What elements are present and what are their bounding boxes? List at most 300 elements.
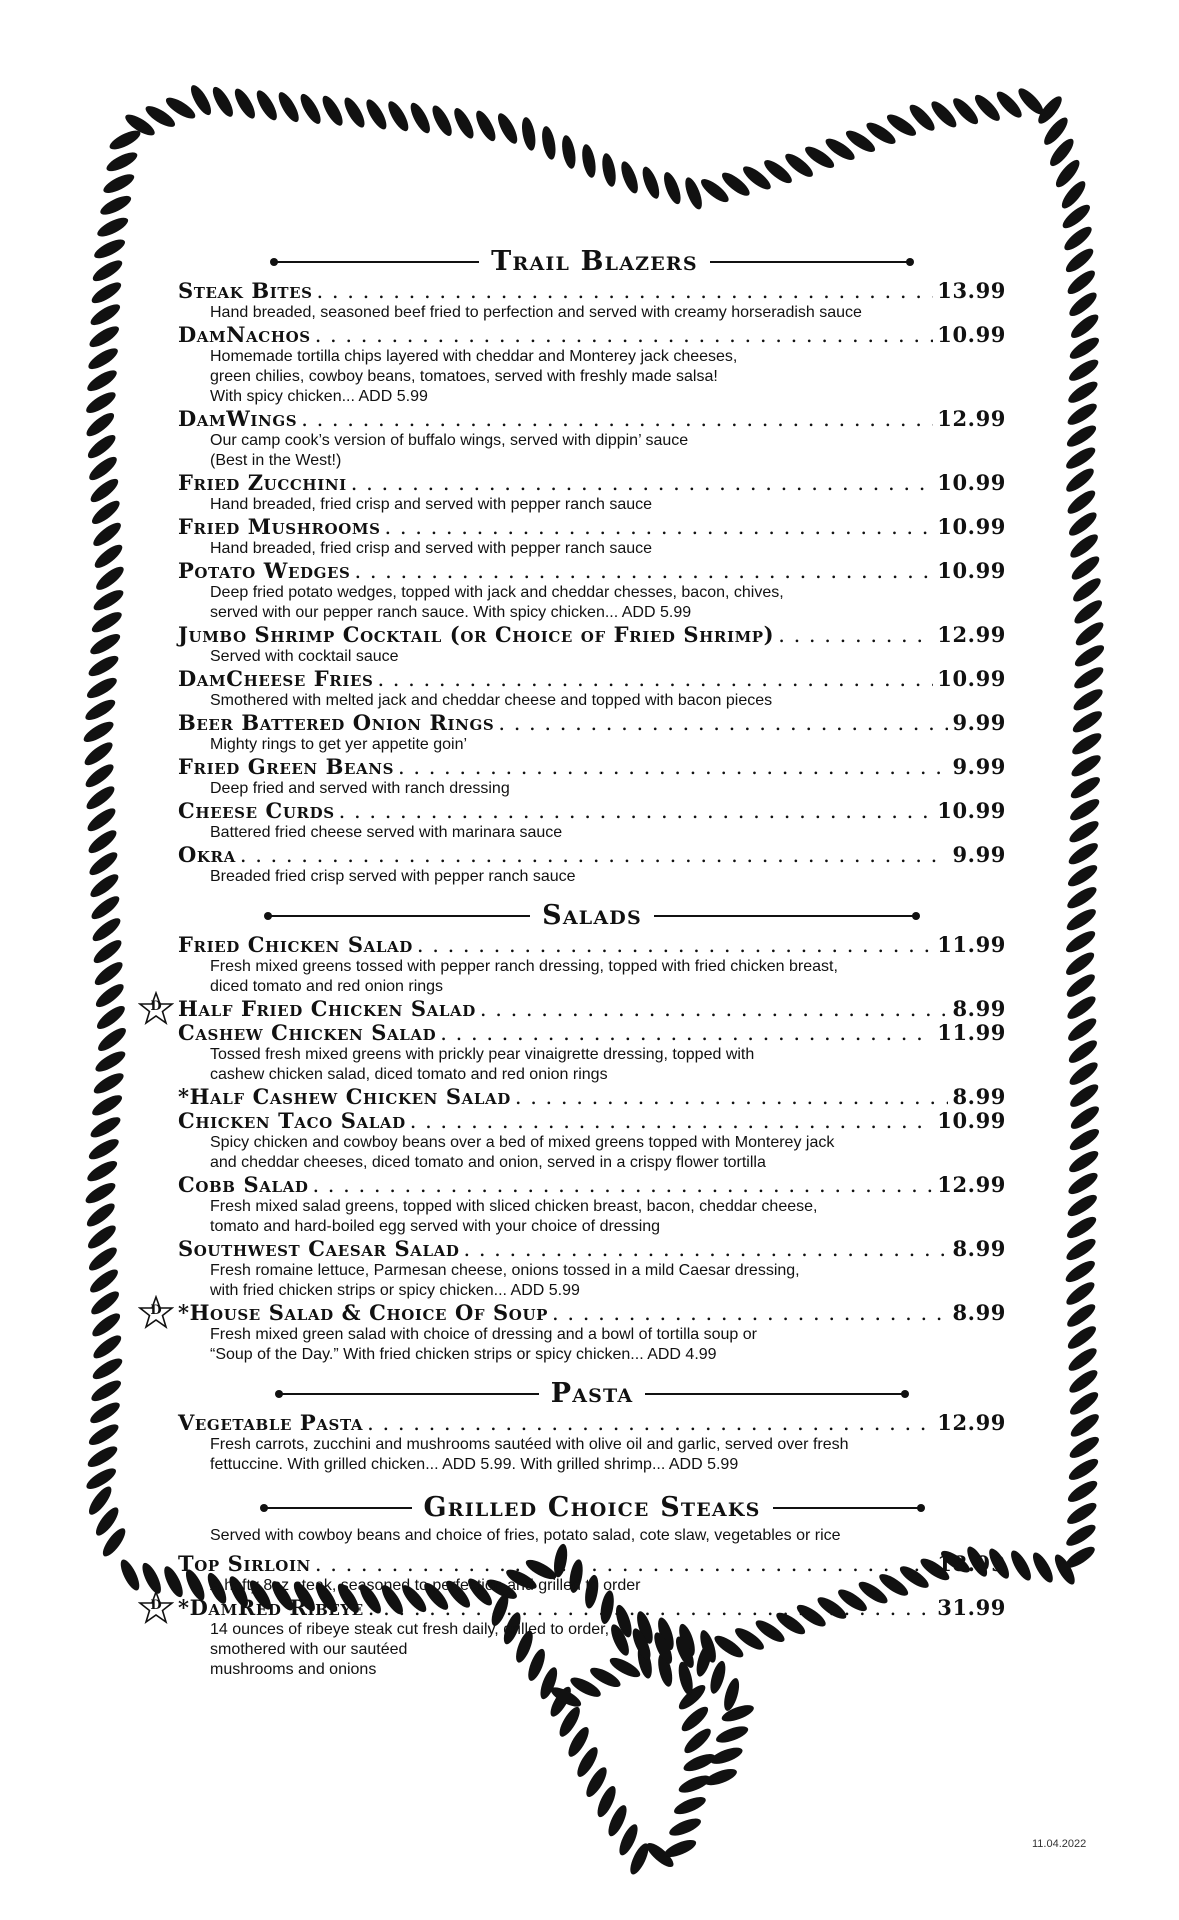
star-badge-label: D [150,1598,162,1613]
rope-twist [1065,1015,1099,1045]
menu-item-description: smothered with our sautéed [210,1641,408,1658]
menu-section [150,900,1006,1365]
dot-leader [778,623,933,647]
rope-twist [1065,400,1100,429]
header-rule-left [274,261,479,263]
star-badge-label: D [150,999,162,1014]
rope-twist [319,93,346,128]
menu-item-price: 13.99 [937,278,1006,303]
rope-twist [1063,1278,1097,1308]
menu-item-row [178,843,1006,867]
menu-item-price: 10.99 [937,470,1006,495]
rope-left-strand [81,127,143,1560]
rope-twist [1063,927,1098,956]
rope-twist [1065,1344,1099,1374]
menu-item-row [178,471,1006,495]
menu-item-description: Fresh carrots, zucchini and mushrooms sautéed with olive oil and garlic, served over fresh [210,1436,849,1453]
rope-twist [1067,795,1102,824]
rope-twist [560,134,578,170]
rope-twist [1066,1059,1100,1089]
menu-item-name: *Half Cashew Chicken Salad [178,1084,511,1109]
rope-twist [540,125,558,161]
menu-item-row [178,1021,1006,1045]
menu-item-description: Homemade tortilla chips layered with cheddar and Monterey jack cheeses, [210,348,738,365]
rope-twist [1065,378,1100,407]
header-rule-right [654,915,916,917]
rope-twist [407,100,434,136]
rope-twist [1065,861,1100,890]
rope-twist [85,1443,120,1471]
rope-twist [1068,1410,1102,1440]
menu-item [178,933,1006,997]
menu-item-price: 10.99 [937,514,1006,539]
menu-item-row [178,1596,1006,1620]
header-rule-right [773,1507,921,1509]
menu-item-description: Breaded fried crisp served with pepper ranch sauce [210,868,576,885]
header-rule-left [264,1507,412,1509]
menu-item-description: A hefty 8oz steak, seasoned to perfection and grilled to order [210,1577,641,1594]
menu-section [150,1492,1006,1680]
section-title: Grilled Choice Steaks [423,1492,761,1523]
rope-twist [363,97,390,132]
rope-twist [1064,883,1099,912]
dot-leader [315,323,934,347]
menu-item-description: “Soup of the Day.” With fried chicken strips or spicy chicken... ADD 4.99 [210,1346,717,1363]
rope-twist [104,149,140,175]
menu-item-description: mushrooms and onions [210,1661,377,1678]
menu-item-description: Fresh mixed green salad with choice of dressing and a bowl of tortilla soup or [210,1326,757,1343]
menu-item [178,843,1006,887]
rope-twist [117,1557,143,1593]
rope-twist [84,367,119,395]
menu-item-description: With spicy chicken... ADD 5.99 [210,388,428,405]
menu-item-name: Potato Wedges [178,558,351,583]
rope-twist [1065,1477,1100,1506]
rope-twist [1068,1103,1102,1133]
dot-leader [301,407,933,431]
rope-twist [1064,971,1098,1001]
rope-twist [86,1135,121,1163]
dot-leader [368,1596,933,1620]
rope-twist [89,608,124,636]
menu-item-row [178,515,1006,539]
section-header [178,1379,1006,1409]
menu-item [178,1021,1006,1085]
menu-item-description: with fried chicken strips or spicy chicken... ADD 5.99 [210,1282,580,1299]
menu-item-row [178,279,1006,303]
menu-item-price: 8.99 [952,1300,1006,1325]
rope-twist [88,1113,123,1141]
section-items [178,1411,1006,1475]
rope-twist [253,88,281,123]
header-rule-left [268,915,530,917]
menu-item-row [178,623,1006,647]
rope-twist [494,111,521,147]
menu-item-row [178,667,1006,691]
dot-leader [515,1085,949,1109]
menu-item-name: Vegetable Pasta [178,1410,364,1435]
rope-twist [618,159,641,195]
rope-twist [1065,1191,1100,1220]
menu-item-name: Steak Bites [178,278,313,303]
menu-item-name: Chicken Taco Salad [178,1108,406,1133]
rope-twist [89,1091,124,1119]
section-gap [178,1475,1006,1493]
menu-item-price: 10.99 [937,798,1006,823]
menu-item [178,799,1006,843]
menu-item-price: 31.99 [937,1595,1006,1620]
menu-item-row [178,1301,1006,1325]
menu-item-name: Beer Battered Onion Rings [178,710,495,735]
rope-twist [83,696,118,724]
dot-leader [417,933,933,957]
menu-item [178,1237,1006,1301]
rope-twist [98,192,134,218]
menu-item-description: fettuccine. With grilled chicken... ADD 5.99. With grilled shrimp... ADD 5.99 [210,1456,739,1473]
menu-item [178,515,1006,559]
rope-twist [84,1465,119,1493]
menu-item-description: Our camp cook’s version of buffalo wings, served with dippin’ sauce [210,432,689,449]
rope-twist [639,165,662,201]
menu-item-price: 9.99 [952,842,1006,867]
menu-item-name: Okra [178,842,236,867]
menu-item-row [178,407,1006,431]
menu-item-description: green chilies, cowboy beans, tomatoes, served with freshly made salsa! [210,368,718,385]
rope-twist [1067,334,1102,363]
menu-item [178,1411,1006,1475]
dot-leader [317,279,934,303]
menu-item-name: DamWings [178,406,298,431]
dot-leader [385,515,934,539]
rope-twist [91,1070,126,1098]
menu-item [150,1300,1006,1365]
menu-item [178,1109,1006,1173]
rope-twist [101,171,137,197]
rope-twist [714,1723,750,1746]
menu-item-price: 8.99 [952,996,1006,1021]
menu-item-price: 8.99 [952,1236,1006,1261]
star-badge-icon [138,991,174,1027]
menu-section [178,247,1006,887]
menu-item-description: and cheddar cheeses, diced tomato and onion, served in a crispy flower tortilla [210,1154,766,1171]
menu-item-description: (Best in the West!) [210,452,342,469]
menu-item-description: Deep fried and served with ranch dressing [210,780,510,797]
rope-twist [661,170,684,206]
rope-twist [1066,1037,1100,1067]
menu-item-name: DamNachos [178,322,311,347]
menu-item-row [178,711,1006,735]
star-badge-label: D [150,1303,162,1318]
menu-item-row [178,1085,1006,1109]
section-title: Trail Blazers [491,246,698,277]
rope-twist [1065,1322,1099,1352]
rope-twist [1063,1235,1098,1264]
rope-twist [83,783,117,813]
menu-item-description: cashew chicken salad, diced tomato and red onion rings [210,1066,608,1083]
print-date: 11.04.2022 [1032,1838,1087,1850]
menu-item-price: 12.99 [937,1172,1006,1197]
menu-item-name: Half Fried Chicken Salad [178,996,476,1021]
menu-item-description: Hand breaded, fried crisp and served with pepper ranch sauce [210,496,653,513]
rope-twist [1066,1366,1100,1396]
rope-twist [1070,707,1105,736]
rope-twist [87,1399,122,1427]
dot-leader [398,755,948,779]
menu-item [178,1552,1006,1596]
dot-leader [354,559,933,583]
rope-twist [89,1377,124,1405]
menu-item-description: diced tomato and red onion rings [210,978,444,995]
menu-item-description: Fresh mixed greens tossed with pepper ranch dressing, topped with fried chicken breast, [210,958,838,975]
rope-twist [1064,905,1099,934]
rope-twist [1064,993,1098,1023]
rope-twist [93,1048,128,1076]
rope-twist [297,91,324,126]
section-title: Salads [542,900,642,931]
section-header [178,247,1006,277]
menu-content [150,246,1006,1680]
rope-twist [672,1794,708,1818]
section-subtitle: Served with cowboy beans and choice of fries, potato salad, cote slaw, vegetables or rice [210,1527,841,1544]
rope-twist [209,84,237,119]
rope-twist [1064,1300,1098,1330]
rope-twist [82,761,116,791]
menu-item-row [178,559,1006,583]
dot-leader [440,1021,933,1045]
menu-item [178,471,1006,515]
menu-item-price: 11.99 [937,932,1006,957]
rope-twist [1069,729,1104,758]
rope-twist [1063,1521,1098,1550]
menu-item-description: Smothered with melted jack and cheddar cheese and topped with bacon pieces [210,692,773,709]
menu-item-price: 11.99 [937,1020,1006,1045]
rope-twist [1066,839,1101,868]
menu-item-name: *DamRed Ribeye [178,1595,364,1620]
section-header [178,901,1006,931]
rope-twist [92,236,128,262]
rope-twist [1067,1388,1101,1418]
rope-twist [95,214,131,240]
menu-item [178,279,1006,323]
menu-item-name: *House Salad & Choice Of Soup [178,1300,549,1325]
rope-twist [580,143,598,179]
rope-twist [88,301,123,329]
menu-item-price: 12.99 [937,406,1006,431]
menu-item-description: Deep fried potato wedges, topped with jack and cheddar chesses, bacon, chives, [210,584,784,601]
menu-item-name: Fried Green Beans [178,754,394,779]
menu-item [178,623,1006,667]
section-title: Pasta [550,1378,634,1409]
rope-twist [86,1421,121,1449]
rope-twist [1007,1548,1034,1583]
rope-twist [1066,356,1101,385]
menu-item-row [178,1109,1006,1133]
menu-item-name: Fried Zucchini [178,470,347,495]
section-header [178,1493,1006,1523]
rope-twist [86,849,120,879]
menu-item-row [178,1173,1006,1197]
dot-leader [498,711,948,735]
menu-section [178,1379,1006,1475]
rope-twist [89,279,124,307]
rope-twist [275,89,303,124]
section-gap [178,1365,1006,1379]
rope-twist [107,127,143,153]
menu-item-price: 12.99 [937,1410,1006,1435]
rope-twist [85,1157,120,1185]
menu-item-description: served with our pepper ranch sauce. With spicy chicken... ADD 5.99 [210,604,692,621]
rope-twist [385,98,412,133]
menu-item-description: Hand breaded, seasoned beef fried to perfection and served with creamy horseradish sauce [210,304,862,321]
rope-twist [86,652,121,680]
rope-twist [1063,949,1097,979]
rope-twist [1065,1169,1100,1198]
menu-item-name: Southwest Caesar Salad [178,1236,460,1261]
menu-item-row [178,1237,1006,1261]
menu-item-name: Top Sirloin [178,1551,311,1576]
section-gap [178,887,1006,901]
rope-twist [91,586,126,614]
section-items [178,279,1006,887]
rope-twist [231,86,259,121]
dot-leader [315,1552,933,1576]
menu-item [178,559,1006,623]
rope-twist [1066,1147,1101,1176]
rope-twist [83,1179,118,1207]
menu-item [178,667,1006,711]
menu-item-description: Spicy chicken and cowboy beans over a bed of mixed greens topped with Monterey jack [210,1134,835,1151]
rope-twist [1071,663,1106,692]
rope-twist [81,718,116,746]
rope-twist [90,257,125,285]
menu-item-row [178,1552,1006,1576]
rope-twist [520,116,538,152]
menu-item-description: tomato and hard-boiled egg served with your choice of dressing [210,1218,661,1235]
header-rule-right [710,261,910,263]
dot-leader [351,471,933,495]
dot-leader [410,1109,934,1133]
section-items [150,1551,1006,1680]
dot-leader [240,843,949,867]
rope-twist [1064,1213,1099,1242]
rope-twist [83,388,118,416]
rope-twist [667,1815,703,1839]
menu-item-price: 9.99 [952,754,1006,779]
rope-twist [1067,1125,1102,1154]
menu-item-row [178,755,1006,779]
menu-item-description: Mighty rings to get yer appetite goin’ [210,736,468,753]
rope-twist [1029,1550,1056,1585]
rope-twist [1072,641,1107,670]
dot-leader [480,997,949,1021]
menu-item-price: 9.99 [952,710,1006,735]
menu-item-row [178,323,1006,347]
menu-item-price: 8.99 [952,1084,1006,1109]
rope-twist [1071,685,1106,714]
dot-leader [367,1411,933,1435]
section-items [150,932,1006,1365]
menu-item [178,711,1006,755]
header-rule-left [279,1393,539,1395]
rope-top-strand [122,82,1047,211]
menu-item-price: 10.99 [937,322,1006,347]
rope-twist [1069,751,1104,780]
rope-twist [1067,1081,1101,1111]
dot-leader [377,667,933,691]
menu-item-name: DamCheese Fries [178,666,374,691]
rope-right-strand [1035,93,1107,1571]
menu-item [178,1173,1006,1237]
star-badge-icon [138,1295,174,1331]
rope-twist [1064,1499,1099,1528]
rope-twist [1066,1455,1101,1484]
menu-item-description: Battered fried cheese served with marinara sauce [210,824,563,841]
rope-twist [341,95,368,130]
dot-leader [552,1301,948,1325]
menu-item [150,996,1006,1021]
menu-item-description: Fresh mixed salad greens, topped with sliced chicken breast, bacon, cheddar cheese, [210,1198,818,1215]
menu-item-name: Cheese Curds [178,798,335,823]
rope-twist [1064,422,1099,451]
menu-item-row [178,933,1006,957]
dot-leader [312,1173,933,1197]
menu-item-price: 10.99 [937,666,1006,691]
dot-leader [463,1237,948,1261]
menu-item-name: Jumbo Shrimp Cocktail (or Choice of Fried Shrimp) [178,622,775,647]
rope-twist [451,105,478,141]
menu-item-row [178,997,1006,1021]
menu-item-name: Fried Chicken Salad [178,932,413,957]
menu-item-description: 14 ounces of ribeye steak cut fresh daily, grilled to order, [210,1621,610,1638]
rope-twist [87,323,122,351]
rope-twist [600,152,618,188]
menu-item-description: Served with cocktail sauce [210,648,399,665]
menu-item [150,1595,1006,1680]
rope-twist [1066,817,1101,846]
rope-twist [84,674,119,702]
rope-twist [88,630,123,658]
menu-item [178,1085,1006,1109]
menu-item-row [178,799,1006,823]
rope-twist [1067,1433,1102,1462]
menu-item-name: Fried Mushrooms [178,514,381,539]
menu-item [178,323,1006,407]
menu-item-price: 12.99 [937,622,1006,647]
menu-item [178,755,1006,799]
menu-item-description: Hand breaded, fried crisp and served with pepper ranch sauce [210,540,653,557]
menu-item-description: Tossed fresh mixed greens with prickly pear vinaigrette dressing, topped with [210,1046,755,1063]
menu-item-price: 18.99 [937,1551,1006,1576]
menu-item [178,407,1006,471]
rope-twist [1063,444,1098,473]
rope-twist [86,345,121,373]
menu-item-row [178,1411,1006,1435]
menu-item-description: Fresh romaine lettuce, Parmesan cheese, onions tossed in a mild Caesar dressing, [210,1262,800,1279]
rope-twist [1063,1257,1098,1286]
rope-twist [81,739,115,769]
rope-twist [90,1355,125,1383]
menu-item-price: 10.99 [937,1108,1006,1133]
star-badge-icon [138,1590,174,1626]
menu-item-name: Cashew Chicken Salad [178,1020,437,1045]
menu-item-name: Cobb Salad [178,1172,309,1197]
rope-twist [1068,773,1103,802]
header-rule-right [645,1393,905,1395]
menu-item-price: 10.99 [937,558,1006,583]
dot-leader [339,799,934,823]
rope-twist [472,108,499,144]
rope-twist [429,103,456,139]
